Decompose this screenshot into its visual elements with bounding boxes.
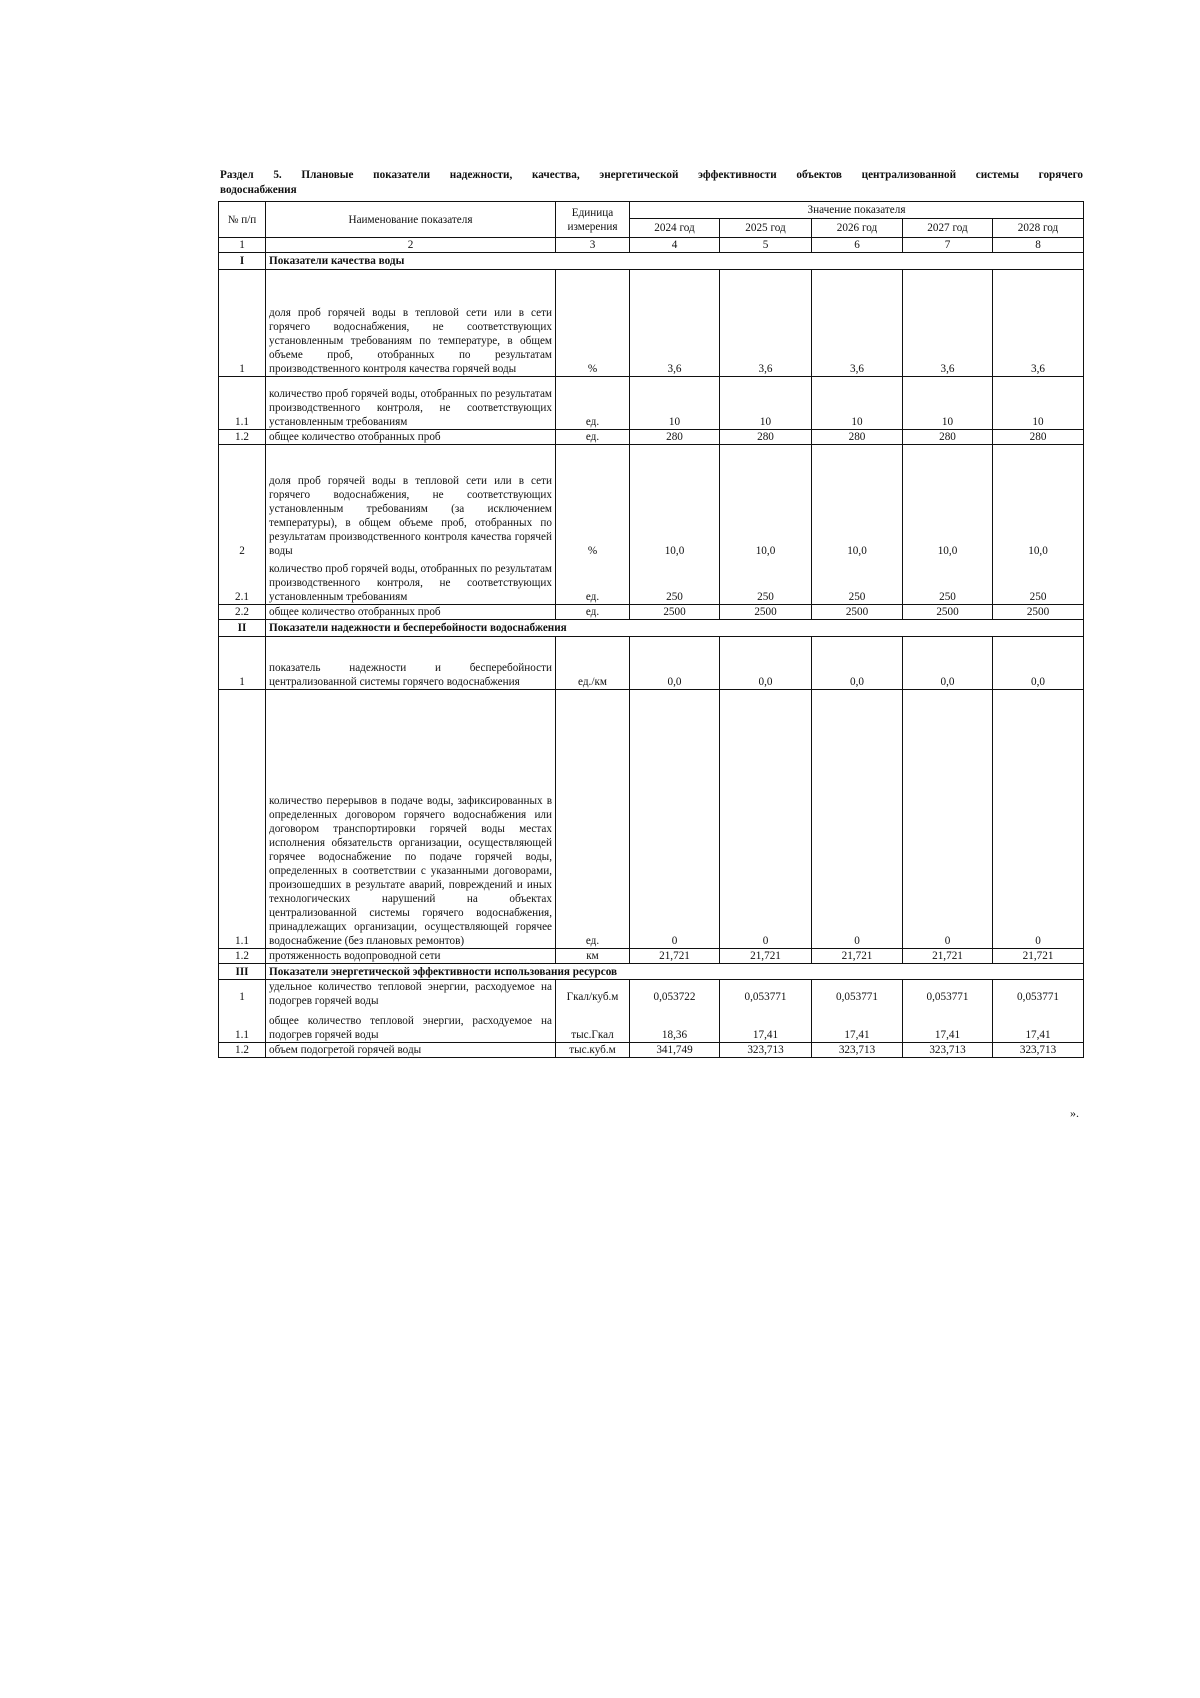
header-row-1 [219,202,1084,219]
row-value: 2500 [720,605,812,620]
column-number: 8 [993,238,1084,253]
row-value: 21,721 [993,949,1084,964]
row-name: количество перерывов в подаче воды, зафиксированных в определенных договором горячего водоснабжения или договором транспортировки горячей воды местах исполнения обязательств организации, осуществляющей горячее водоснабжение по подаче горячей воды, определенных в соответствии с указанными договорами, произошедших в результате аварий, повреждений и иных технологических нарушений на объектах централизованной системы горячего водоснабжения, принадлежащих организации, осуществляющей горячее водоснабжение (без плановых ремонтов) [266,690,556,949]
column-number: 1 [219,238,266,253]
row-num: 2.2 [219,605,266,620]
section-title: Показатели качества воды [266,253,1084,270]
table-row [219,949,1084,964]
row-value: 323,713 [993,1043,1084,1058]
section-row [219,964,1084,980]
header-year: 2024 год [630,219,720,238]
row-value: 341,749 [630,1043,720,1058]
row-unit: ед. [556,558,630,605]
header-name: Наименование показателя [266,202,556,238]
row-value: 0 [720,690,812,949]
row-unit: км [556,949,630,964]
row-num: 1 [219,980,266,1015]
header-year: 2027 год [903,219,993,238]
row-unit: % [556,445,630,559]
row-value: 280 [993,430,1084,445]
header-unit: Единица измерения [556,202,630,238]
row-value: 323,713 [812,1043,903,1058]
row-value: 17,41 [903,1014,993,1043]
section-row [219,253,1084,270]
row-value: 280 [630,430,720,445]
row-value: 17,41 [993,1014,1084,1043]
row-value: 0,0 [630,637,720,690]
row-unit: ед. [556,430,630,445]
row-unit: ед. [556,605,630,620]
column-number: 4 [630,238,720,253]
heading-line-2: водоснабжения [220,184,297,196]
indicators-table [218,201,1084,1058]
row-num: 1 [219,637,266,690]
column-number: 5 [720,238,812,253]
row-unit: ед. [556,377,630,430]
row-value: 0,0 [720,637,812,690]
row-value: 250 [993,558,1084,605]
row-value: 10,0 [812,445,903,559]
table-row [219,980,1084,1015]
row-num: 2.1 [219,558,266,605]
header-year: 2025 год [720,219,812,238]
row-value: 18,36 [630,1014,720,1043]
row-value: 0,0 [903,637,993,690]
row-value: 0,053771 [720,980,812,1015]
row-value: 250 [720,558,812,605]
row-value: 0 [630,690,720,949]
row-name: доля проб горячей воды в тепловой сети или в сети горячего водоснабжения, не соответствующих установленным требованиям (за исключением температуры), в общем объеме проб, отобранных по результатам производственного контроля качества горячей воды [266,445,556,559]
row-value: 280 [812,430,903,445]
row-name: общее количество отобранных проб [266,605,556,620]
row-name: количество проб горячей воды, отобранных по результатам производственного контроля, не соответствующих установленным требованиям [266,558,556,605]
row-value: 10,0 [993,445,1084,559]
column-number: 7 [903,238,993,253]
row-name: доля проб горячей воды в тепловой сети или в сети горячего водоснабжения, не соответствующих установленным требованиям по температуре, в общем объеме проб, отобранных по результатам производственного контроля качества горячей воды [266,270,556,377]
row-value: 250 [630,558,720,605]
row-unit: ед./км [556,637,630,690]
row-name: протяженность водопроводной сети [266,949,556,964]
row-value: 21,721 [630,949,720,964]
row-value: 3,6 [993,270,1084,377]
row-value: 0 [812,690,903,949]
row-unit: ед. [556,690,630,949]
row-name: показатель надежности и бесперебойности централизованной системы горячего водоснабжения [266,637,556,690]
row-value: 21,721 [812,949,903,964]
row-num: 1.1 [219,1014,266,1043]
table-row [219,690,1084,949]
row-unit: % [556,270,630,377]
row-value: 10 [630,377,720,430]
table-row [219,605,1084,620]
section-title: Показатели энергетической эффективности использования ресурсов [266,964,1084,980]
row-value: 323,713 [903,1043,993,1058]
table-row [219,270,1084,377]
column-number-row [219,238,1084,253]
header-year: 2028 год [993,219,1084,238]
row-unit: Гкал/куб.м [556,980,630,1015]
row-num: 1.2 [219,430,266,445]
row-name: общее количество отобранных проб [266,430,556,445]
row-value: 0,053771 [993,980,1084,1015]
row-value: 10,0 [903,445,993,559]
row-num: 1.2 [219,949,266,964]
row-value: 3,6 [720,270,812,377]
header-value: Значение показателя [630,202,1084,219]
section-title: Показатели надежности и бесперебойности водоснабжения [266,620,1084,637]
table-row [219,1043,1084,1058]
table-row [219,430,1084,445]
row-value: 0,0 [993,637,1084,690]
row-value: 2500 [903,605,993,620]
section-row [219,620,1084,637]
heading-line-1: Раздел 5. Плановые показатели надежности, качества, энергетической эффективности объектов централизованной системы горячего [220,169,1083,181]
row-value: 250 [903,558,993,605]
row-value: 3,6 [812,270,903,377]
row-unit: тыс.куб.м [556,1043,630,1058]
row-value: 0,0 [812,637,903,690]
row-name: удельное количество тепловой энергии, расходуемое на подогрев горячей воды [266,980,556,1015]
row-value: 10 [720,377,812,430]
row-num: 1 [219,270,266,377]
column-number: 3 [556,238,630,253]
row-num: 1.1 [219,690,266,949]
table-row [219,1014,1084,1043]
column-number: 2 [266,238,556,253]
row-value: 10 [903,377,993,430]
row-value: 323,713 [720,1043,812,1058]
header-num: № п/п [219,202,266,238]
closing-quote-mark: ». [1070,1106,1079,1120]
row-num: 1.2 [219,1043,266,1058]
row-value: 10 [812,377,903,430]
section-num: III [219,964,266,980]
table-row [219,558,1084,605]
row-value: 0,053771 [812,980,903,1015]
row-value: 17,41 [812,1014,903,1043]
row-value: 10 [993,377,1084,430]
row-value: 2500 [993,605,1084,620]
row-value: 10,0 [720,445,812,559]
row-value: 280 [903,430,993,445]
row-value: 0,053771 [903,980,993,1015]
row-name: объем подогретой горячей воды [266,1043,556,1058]
column-number: 6 [812,238,903,253]
row-value: 0 [993,690,1084,949]
row-value: 10,0 [630,445,720,559]
section-heading [220,168,1083,198]
table-row [219,377,1084,430]
section-num: I [219,253,266,270]
row-value: 3,6 [630,270,720,377]
header-year: 2026 год [812,219,903,238]
table-row [219,445,1084,559]
section-num: II [219,620,266,637]
row-value: 0 [903,690,993,949]
row-name: количество проб горячей воды, отобранных по результатам производственного контроля, не соответствующих установленным требованиям [266,377,556,430]
table-row [219,637,1084,690]
row-value: 17,41 [720,1014,812,1043]
row-value: 0,053722 [630,980,720,1015]
row-value: 21,721 [903,949,993,964]
row-value: 3,6 [903,270,993,377]
row-num: 2 [219,445,266,559]
row-value: 250 [812,558,903,605]
row-value: 21,721 [720,949,812,964]
row-value: 280 [720,430,812,445]
row-name: общее количество тепловой энергии, расходуемое на подогрев горячей воды [266,1014,556,1043]
row-value: 2500 [630,605,720,620]
row-unit: тыс.Гкал [556,1014,630,1043]
row-value: 2500 [812,605,903,620]
row-num: 1.1 [219,377,266,430]
